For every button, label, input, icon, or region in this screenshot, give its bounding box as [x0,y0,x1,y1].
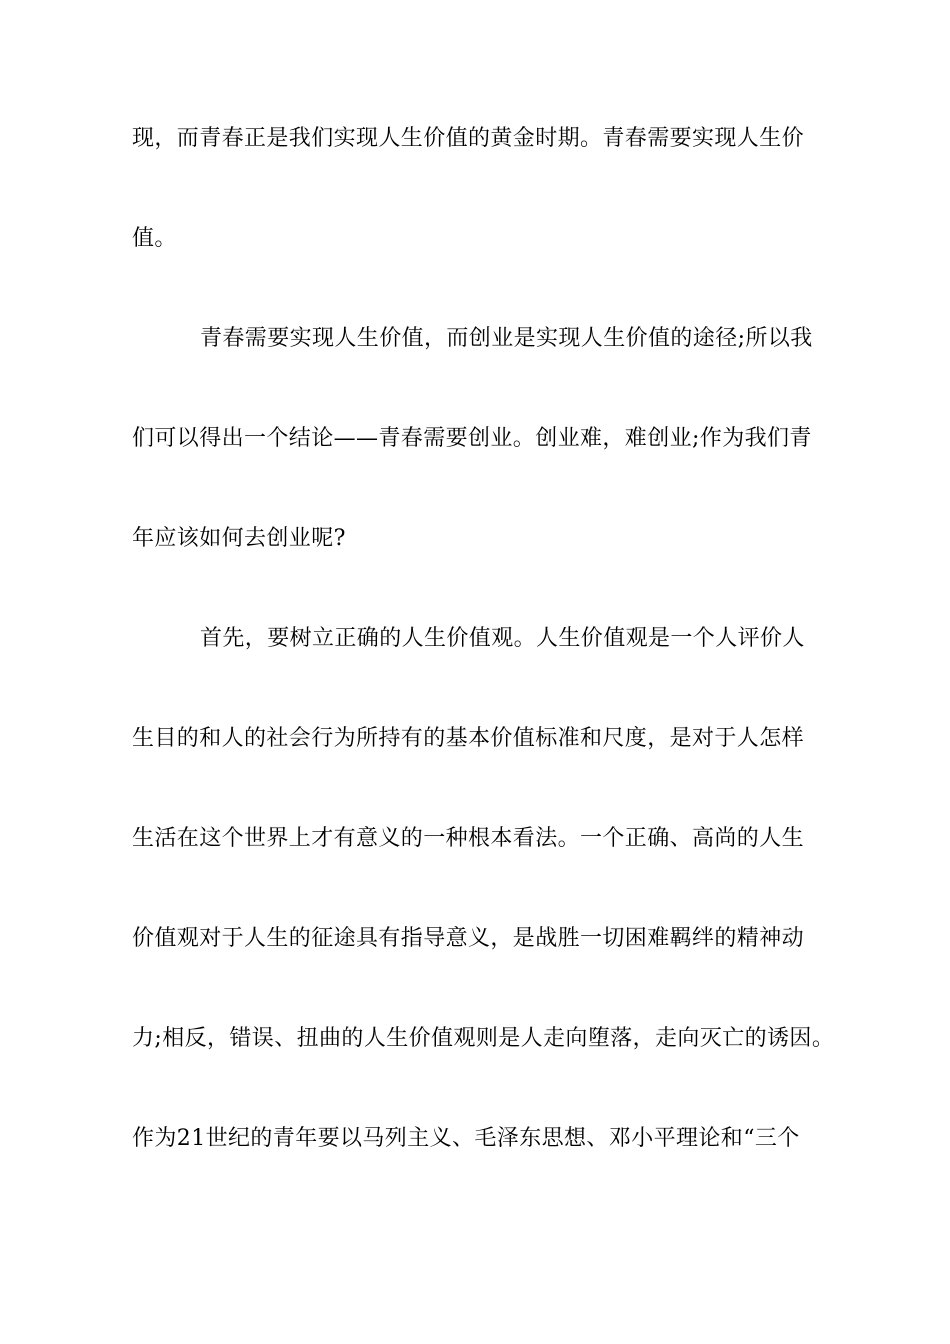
paragraph-line: 力;相反，错误、扭曲的人生价值观则是人走向堕落，走向灭亡的诱因。 [132,1026,835,1051]
paragraph-line: 年应该如何去创业呢? [132,526,346,551]
paragraph-line: 生活在这个世界上才有意义的一种根本看法。一个正确、高尚的人生 [132,826,805,851]
paragraph-line: 生目的和人的社会行为所持有的基本价值标准和尺度，是对于人怎样 [132,726,805,751]
paragraph-line: 首先，要树立正确的人生价值观。人生价值观是一个人评价人 [200,626,805,651]
paragraph-line: 现，而青春正是我们实现人生价值的黄金时期。青春需要实现人生价 [132,126,805,151]
paragraph-line: 们可以得出一个结论——青春需要创业。创业难，难创业;作为我们青 [132,426,812,451]
paragraph-line: 青春需要实现人生价值，而创业是实现人生价值的途径;所以我 [200,326,813,351]
paragraph-line: 价值观对于人生的征途具有指导意义，是战胜一切困难羁绊的精神动 [132,926,805,951]
paragraph-line: 值。 [132,226,177,251]
paragraph-line: 作为21世纪的青年要以马列主义、毛泽东思想、邓小平理论和“三个 [132,1126,800,1151]
